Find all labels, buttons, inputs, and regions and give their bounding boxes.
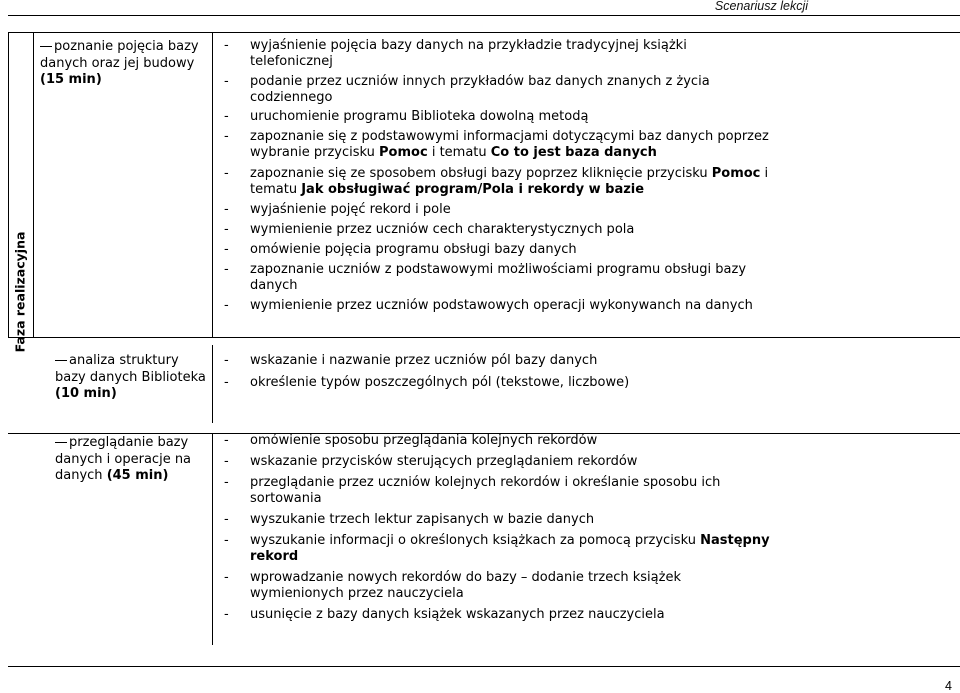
stage-duration: (15 min) xyxy=(40,72,102,87)
bullet-dash: - xyxy=(224,129,229,144)
task-text-bold: Następny rekord xyxy=(250,533,770,564)
task-item xyxy=(224,375,772,391)
bullet-dash: - xyxy=(224,454,229,469)
stage-dash xyxy=(55,360,67,361)
bullet-dash: - xyxy=(224,202,229,217)
task-text: wyszukanie trzech lektur zapisanych w bazie danych xyxy=(250,512,595,527)
task-list-2 xyxy=(224,353,772,391)
task-text: omówienie sposobu przeglądania kolejnych rekordów xyxy=(250,433,598,448)
stage-column-divider-1 xyxy=(212,32,213,337)
task-text: wyjaśnienie pojęć rekord i pole xyxy=(250,202,451,217)
task-item xyxy=(224,533,772,565)
table-border-left xyxy=(8,32,9,337)
task-text: wymienienie przez uczniów podstawowych operacji wykonywanch na danych xyxy=(250,298,753,313)
task-text: omówienie pojęcia programu obsługi bazy danych xyxy=(250,242,577,257)
bullet-dash: - xyxy=(224,109,229,124)
phase-column-divider xyxy=(33,32,34,337)
task-text-bold: Pomoc xyxy=(379,145,428,160)
task-item xyxy=(224,454,772,470)
task-text: wyjaśnienie pojęcia bazy danych na przykładzie tradycyjnej książki telefonicznej xyxy=(250,38,687,69)
stage-cell-1 xyxy=(40,39,208,89)
task-item xyxy=(224,607,772,623)
task-text: wskazanie i nazwanie przez uczniów pól bazy danych xyxy=(250,353,598,368)
bullet-dash: - xyxy=(224,242,229,257)
task-text: wskazanie przycisków sterujących przeglądaniem rekordów xyxy=(250,454,638,469)
task-item xyxy=(224,74,772,106)
task-item xyxy=(224,475,772,507)
task-text: zapoznanie się ze sposobem obsługi bazy poprzez kliknięcie przycisku xyxy=(250,166,712,181)
bullet-dash: - xyxy=(224,375,229,390)
task-text-bold: Jak obsługiwać program/Pola i rekordy w bazie xyxy=(301,182,645,197)
phase-label-text: Faza realizacyjna xyxy=(12,231,28,353)
task-text: zapoznanie uczniów z podstawowymi możliwościami programu obsługi bazy danych xyxy=(250,262,747,293)
bullet-dash: - xyxy=(224,298,229,313)
task-text: i tematu xyxy=(427,145,491,160)
bullet-dash: - xyxy=(224,262,229,277)
stage-dash xyxy=(40,46,52,47)
task-text: określenie typów poszczególnych pól (tekstowe, liczbowe) xyxy=(250,375,630,390)
bullet-dash: - xyxy=(224,38,229,53)
header-title: Scenariusz lekcji xyxy=(714,0,808,13)
task-item xyxy=(224,222,772,238)
task-text-bold: Co to jest baza danych xyxy=(490,145,657,160)
bullet-dash: - xyxy=(224,533,229,548)
task-item xyxy=(224,129,772,161)
bullet-dash: - xyxy=(224,433,229,448)
stage-text: poznanie pojęcia bazy danych oraz jej budowy xyxy=(40,39,199,71)
bullet-dash: - xyxy=(224,607,229,622)
task-text: uruchomienie programu Biblioteka dowolną metodą xyxy=(250,109,589,124)
stage-text: analiza struktury bazy danych Biblioteka xyxy=(55,353,206,385)
task-item xyxy=(224,109,772,125)
task-item xyxy=(224,298,772,314)
stage-column-divider-2 xyxy=(212,345,213,423)
stage-column-divider-3 xyxy=(212,433,213,645)
task-item xyxy=(224,433,772,449)
task-item xyxy=(224,570,772,602)
task-list-1 xyxy=(224,38,772,314)
stage-cell-3 xyxy=(55,435,195,485)
bullet-dash: - xyxy=(224,166,229,181)
bullet-dash: - xyxy=(224,475,229,490)
table-border-top xyxy=(8,32,960,33)
task-text: podanie przez uczniów innych przykładów baz danych znanych z życia codziennego xyxy=(250,74,710,105)
header-rule xyxy=(8,15,960,16)
footer-rule xyxy=(8,666,960,667)
task-text-bold: Pomoc xyxy=(711,166,761,181)
task-text: zapoznanie się z podstawowymi informacjami dotyczącymi baz danych poprzez wybranie przycisku xyxy=(250,129,769,160)
bullet-dash: - xyxy=(224,512,229,527)
bullet-dash: - xyxy=(224,222,229,237)
task-text: usunięcie z bazy danych książek wskazanych przez nauczyciela xyxy=(250,607,665,622)
bullet-dash: - xyxy=(224,74,229,89)
stage-text: przeglądanie bazy danych i operacje na danych xyxy=(55,435,192,483)
task-item xyxy=(224,512,772,528)
task-text: przeglądanie przez uczniów kolejnych rekordów i określanie sposobu ich sortowania xyxy=(250,475,721,506)
stage-duration: (10 min) xyxy=(55,386,117,401)
stage-duration: (45 min) xyxy=(106,468,169,483)
table-border-bottom-1 xyxy=(8,337,960,338)
bullet-dash: - xyxy=(224,353,229,368)
task-text: i tematu xyxy=(250,166,769,197)
task-item xyxy=(224,38,772,70)
stage-cell-2 xyxy=(55,353,208,403)
task-text: wyszukanie informacji o określonych książkach za pomocą przycisku xyxy=(250,533,701,548)
task-text: wymienienie przez uczniów cech charakterystycznych pola xyxy=(250,222,635,237)
task-list-3 xyxy=(224,433,772,623)
task-text: wprowadzanie nowych rekordów do bazy – dodanie trzech książek wymienionych przez nauczyciela xyxy=(250,570,681,601)
task-item xyxy=(224,262,772,294)
page-number: 4 xyxy=(945,679,952,693)
bullet-dash: - xyxy=(224,570,229,585)
task-item xyxy=(224,166,772,198)
task-item xyxy=(224,353,772,369)
stage-dash xyxy=(55,442,67,443)
task-item xyxy=(224,242,772,258)
task-item xyxy=(224,202,772,218)
